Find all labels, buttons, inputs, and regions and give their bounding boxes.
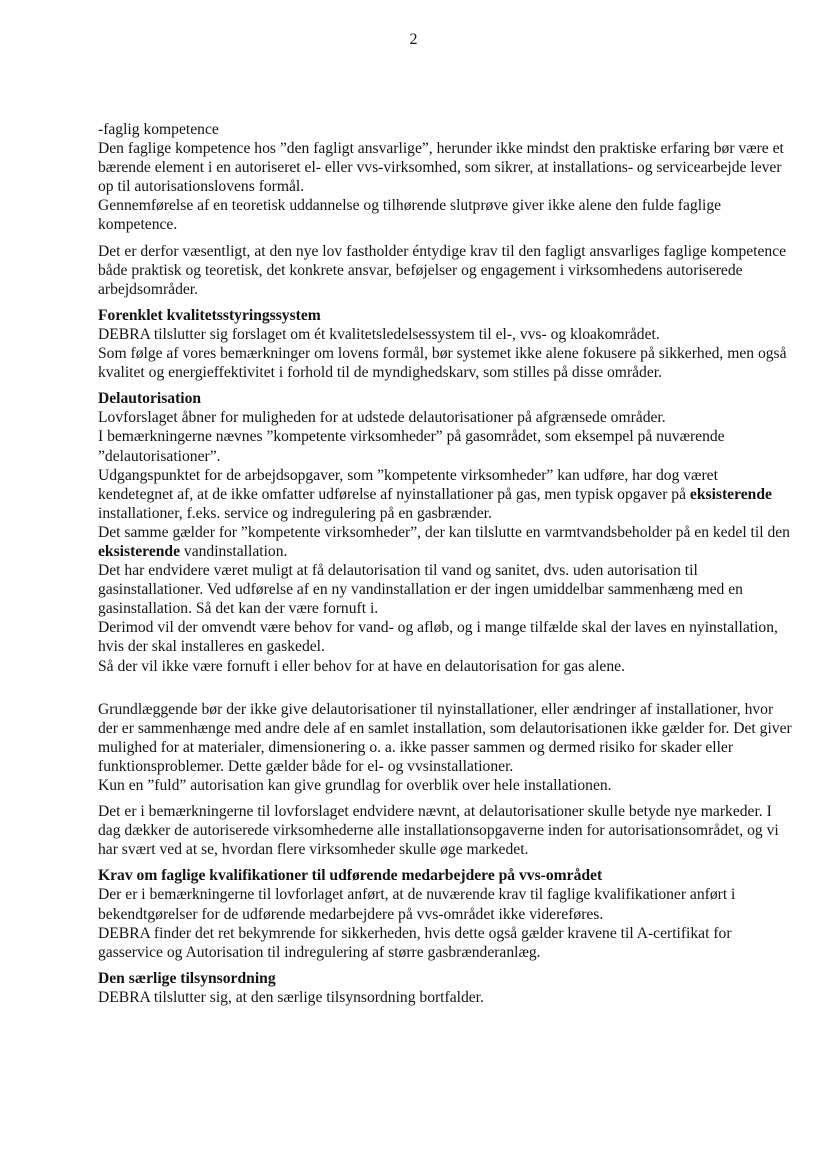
paragraph: Kun en ”fuld” autorisation kan give grundlag for overblik over hele installationen. xyxy=(98,777,612,794)
paragraph: I bemærkningerne nævnes ”kompetente virksomheder” på gasområdet, som eksempel på nuværende ”delautorisationer”. xyxy=(98,428,725,465)
paragraph: Som følge af vores bemærkninger om lovens formål, bør systemet ikke alene fokusere på sikkerhed, men også kvalitet og energieffektivitet i forhold til de myndighedskarv, som stilles på disse områder. xyxy=(98,345,787,382)
paragraph: DEBRA finder det ret bekymrende for sikkerheden, hvis dette også gælder kravene til A-certifikat for gasservice og Autorisation til indregulering af større gasbrænderanlæg. xyxy=(98,924,732,961)
emphasis: eksisterende xyxy=(98,542,181,560)
paragraph: Lovforslaget åbner for muligheden for at udstede delautorisationer på afgrænsede områder. xyxy=(98,409,666,427)
paragraph: Så der vil ikke være fornuft i eller behov for at have en delautorisation for gas alene. xyxy=(98,657,625,675)
text-run: installationer, f.eks. service og indregulering på en gasbrænder. xyxy=(98,504,492,522)
text-run: vandinstallation. xyxy=(180,542,288,560)
paragraph: Det er derfor væsentligt, at den nye lov fastholder éntydige krav til den fagligt ansvarliges faglige kompetence både praktisk og teoretisk, det konkrete ansvar, beføjelser og engagement i virksomhedens autoriserede arbejdsområder. xyxy=(98,242,787,298)
paragraph: Der er i bemærkningerne til lovforlaget anført, at de nuværende krav til faglige kvalifikationer anført i bekendtgørelser for de udførende medarbejdere på vvs-området ikke videreføres. xyxy=(98,886,736,923)
section-heading: Krav om faglige kvalifikationer til udførende medarbejdere på vvs-området xyxy=(98,867,603,885)
paragraph: -faglig kompetence xyxy=(98,121,219,138)
section-partial-authorisation xyxy=(98,389,792,675)
section-supervision-scheme xyxy=(98,969,792,1007)
paragraph xyxy=(98,466,792,523)
section-qualification-requirements xyxy=(98,866,792,961)
paragraph xyxy=(98,523,792,561)
section-quality-system xyxy=(98,306,792,382)
paragraph: Grundlæggende bør der ikke give delautorisationer til nyinstallationer, eller ændringer af installationer, hvor der er sammenhænge med andre dele af en samlet installation, som delautorisationen ikke gælder for. Det giver mulighed for at materialer, dimensionering o. a. ikke passer sammen og dermed risiko for skader eller funktionsproblemer. Dette gælder både for el- og vvsinstallationer. xyxy=(98,700,792,775)
paragraph: DEBRA tilslutter sig, at den særlige tilsynsordning bortfalder. xyxy=(98,988,484,1006)
text-run: Det samme gælder for ”kompetente virksomheder”, der kan tilslutte en varmtvandsbeholder på en kedel til den xyxy=(98,523,790,541)
section-professional-competence xyxy=(98,120,792,235)
section-heading: Den særlige tilsynsordning xyxy=(98,969,276,987)
paragraph: Den faglige kompetence hos ”den fagligt ansvarlige”, herunder ikke mindst den praktiske erfaring bør være et bærende element i en autoriseret el- eller vvs-virksomhed, som sikrer, at installations- og servicearbejde lever op til autorisationslovens formål. xyxy=(98,140,784,196)
document-body xyxy=(98,120,792,1014)
section-fundamentals xyxy=(98,700,792,795)
paragraph: Det har endvidere været muligt at få delautorisation til vand og sanitet, dvs. uden autorisation til gasinstallationer. Ved udførelse af en ny vandinstallation er der ingen umiddelbar sammenhæng med en gasinstallation. Så det kan der være fornuft i. xyxy=(98,562,743,618)
paragraph: Det er i bemærkningerne til lovforslaget endvidere nævnt, at delautorisationer skulle betyde nye markeder. I dag dækker de autoriserede virksomhederne alle installationsopgaverne inden for autorisationsområdet, og vi har svært ved at se, hvordan flere virksomheder skulle øge markedet. xyxy=(98,803,779,859)
section-new-markets xyxy=(98,802,792,859)
section-competence-requirements xyxy=(98,242,792,299)
page-number: 2 xyxy=(409,31,418,48)
paragraph: Derimod vil der omvendt være behov for vand- og afløb, og i mange tilfælde skal der laves en nyinstallation, hvis der skal installeres en gaskedel. xyxy=(98,619,778,656)
text-run: Udgangspunktet for de arbejdsopgaver, som ”kompetente virksomheder” kan udføre, har dog været kendetegnet af, at de ikke omfatter udførelse af nyinstallationer på gas, men typisk opgaver på xyxy=(98,466,718,503)
section-heading: Forenklet kvalitetsstyringssystem xyxy=(98,306,321,324)
paragraph: Gennemførelse af en teoretisk uddannelse og tilhørende slutprøve giver ikke alene den fulde faglige kompetence. xyxy=(98,197,722,234)
section-heading: Delautorisation xyxy=(98,390,202,408)
emphasis: eksisterende xyxy=(689,485,772,503)
paragraph: DEBRA tilslutter sig forslaget om ét kvalitetsledelsessystem til el-, vvs- og kloakområdet. xyxy=(98,325,660,343)
